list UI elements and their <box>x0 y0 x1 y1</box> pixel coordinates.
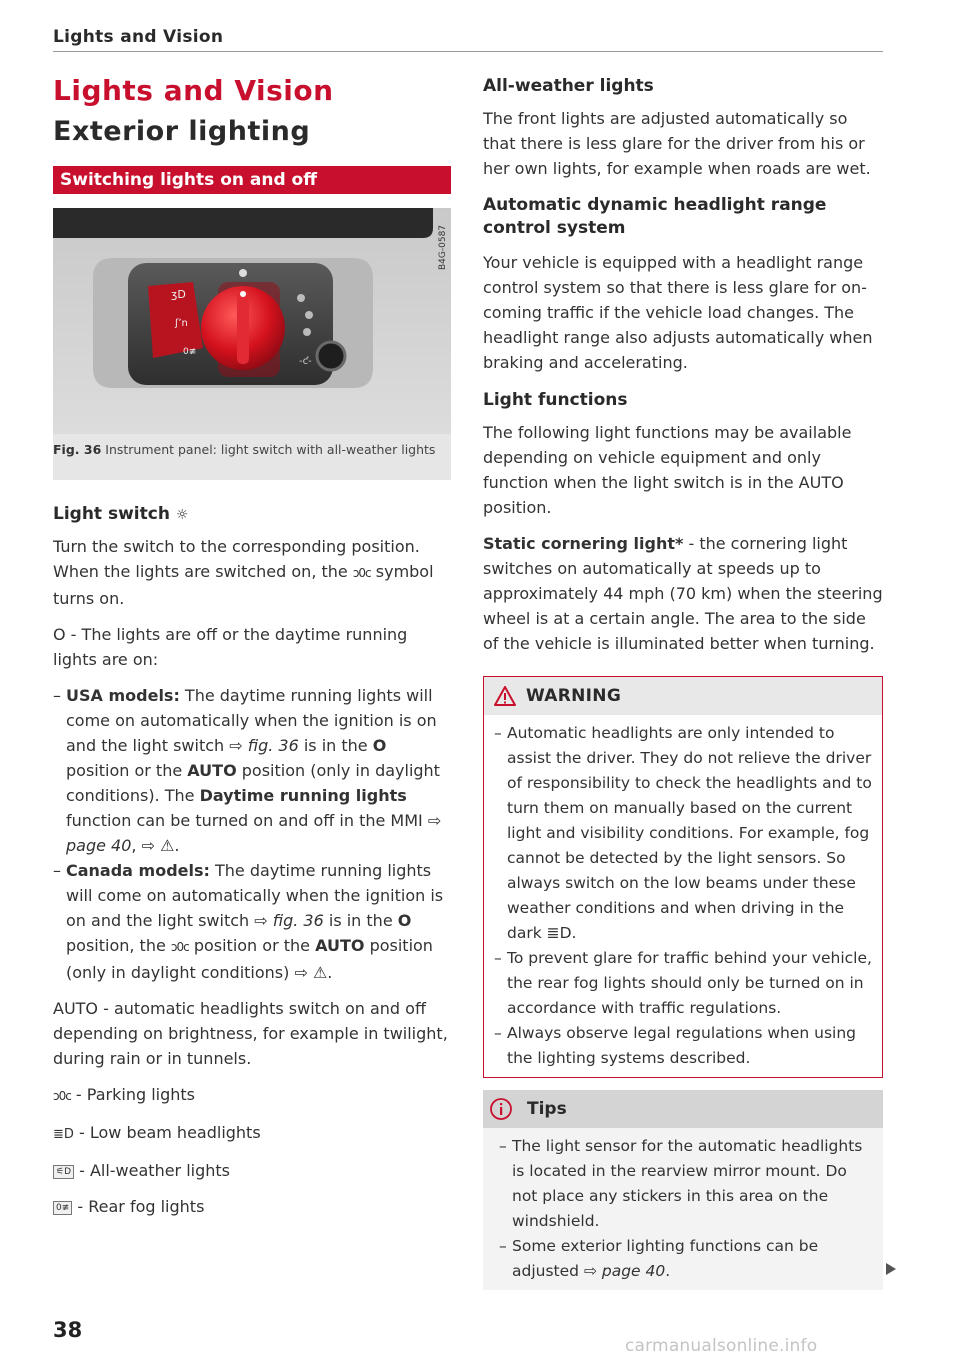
subsection-bar: Switching lights on and off <box>53 166 451 194</box>
warning-box <box>483 676 883 1078</box>
svg-text:0≢: 0≢ <box>183 347 197 357</box>
parking-light-icon-3: ᴐ0ᴄ <box>53 1089 71 1103</box>
cornering-label: Static cornering light* <box>483 534 684 553</box>
legend-low-beam-text: - Low beam headlights <box>73 1123 261 1142</box>
canada-text-1: The daytime running lights will come on automatically when the ignition is on and the light switch <box>66 861 444 930</box>
legend-rear-fog-text: - Rear fog lights <box>72 1197 205 1216</box>
tip-item-text-b: . <box>665 1262 671 1280</box>
sun-icon: ☼ <box>175 507 189 523</box>
usa-text-5: function can be turned on and off in the MMI <box>66 811 428 830</box>
all-weather-icon: ⚟D <box>53 1165 74 1179</box>
light-switch-heading-text: Light switch <box>53 504 170 524</box>
tips-title: Tips <box>527 1099 567 1119</box>
tip-item: – The light sensor for the automatic headlights is located in the rearview mirror mount. Do not place any stickers in this area on the windshield. <box>499 1134 873 1234</box>
range-control-heading: Automatic dynamic headlight range control system <box>483 195 827 238</box>
switch-instructions <box>53 534 451 611</box>
light-functions-text: The following light functions may be available depending on vehicle equipment and only function when the light switch is in the AUTO position. <box>483 423 852 517</box>
tip-item-text: The light sensor for the automatic headlights is located in the rearview mirror mount. Do not place any stickers in this area on the windshield. <box>512 1137 863 1230</box>
next-page-arrow-icon[interactable] <box>886 1263 896 1275</box>
legend-parking-text: - Parking lights <box>70 1085 195 1104</box>
watermark: carmanualsonline.info <box>625 1336 818 1356</box>
usa-text-4: position (only in daylight conditions). The <box>66 761 440 805</box>
cornering-light-text <box>483 531 883 656</box>
chapter-title: Lights and Vision <box>53 74 334 107</box>
warning-body <box>484 715 882 1077</box>
legend-all-weather <box>53 1158 451 1183</box>
figure-code: B4G-0587 <box>438 224 448 270</box>
canada-o: O <box>397 911 412 930</box>
figure-caption-text: Instrument panel: light switch with all-weather lights <box>101 442 436 457</box>
usa-auto: AUTO <box>187 761 237 780</box>
page-40-link-2[interactable]: ⇨ page 40 <box>583 1262 666 1280</box>
figure-36 <box>53 208 451 480</box>
switch-text-a: Turn the switch to the corresponding position. When the lights are switched on, the <box>53 537 420 581</box>
parking-light-icon: ᴐ0ᴄ <box>352 566 371 580</box>
rear-fog-icon: 0≢ <box>53 1201 72 1215</box>
usa-text-2: is in the <box>298 736 373 755</box>
tips-body <box>483 1128 883 1290</box>
canada-text-3: position, the <box>66 936 171 955</box>
canada-text-4: position or the <box>188 936 316 955</box>
warning-header <box>484 677 882 715</box>
left-column <box>53 72 451 1219</box>
warning-item-text: To prevent glare for traffic behind your vehicle, the rear fog lights should only be turned on in accordance with traffic regulations. <box>507 949 872 1017</box>
auto-description: AUTO - automatic headlights switch on and off depending on brightness, for example in twilight, during rain or in tunnels. <box>53 999 448 1068</box>
right-column <box>483 76 883 1290</box>
tip-item: – Some exterior lighting functions can be adjusted ⇨ page 40. <box>499 1237 819 1280</box>
info-icon <box>489 1097 513 1121</box>
tips-header <box>483 1090 883 1128</box>
all-weather-text: The front lights are adjusted automatically so that there is less glare for the driver from his or her own lights, for example when roads are wet. <box>483 109 871 178</box>
warning-item-text: Always observe legal regulations when using the lighting systems described. <box>507 1024 856 1067</box>
page-number: 38 <box>53 1318 83 1342</box>
canada-label: Canada models: <box>66 861 210 880</box>
fig-36-link[interactable]: ⇨ fig. 36 <box>229 736 299 755</box>
tip-item-text-a: Some exterior lighting functions can be adjusted <box>512 1237 819 1280</box>
svg-text:-ƈ-: -ƈ- <box>299 356 312 367</box>
running-header: Lights and Vision <box>53 27 224 47</box>
section-title: Exterior lighting <box>53 116 311 147</box>
svg-text:ʃʼn: ʃʼn <box>175 318 188 329</box>
svg-text:ʒD: ʒD <box>171 288 186 301</box>
legend-parking <box>53 1082 451 1109</box>
position-o-text: O - The lights are off or the daytime running lights are on: <box>53 625 408 669</box>
legend-rear-fog <box>53 1194 451 1219</box>
parking-light-icon-2: ᴐ0ᴄ <box>170 940 189 954</box>
tips-box <box>483 1090 883 1290</box>
legend-low-beam <box>53 1120 451 1147</box>
usa-drl: Daytime running lights <box>199 786 407 805</box>
usa-o: O <box>372 736 387 755</box>
usa-text-1: The daytime running lights will come on automatically when the ignition is on and the light switch <box>66 686 437 755</box>
figure-caption <box>53 434 451 460</box>
header-divider <box>53 51 883 52</box>
light-functions-heading: Light functions <box>483 390 628 410</box>
canada-models-item: – Canada models: The daytime running lights will come on automatically when the ignition is on and the light switch ⇨ fig. 36 is in the O position, the ᴐ0ᴄ position or the AUTO position (only in daylight conditions) ⇨ ⚠. <box>53 861 444 982</box>
all-weather-heading: All-weather lights <box>483 76 654 96</box>
warning-title: WARNING <box>526 686 622 706</box>
fig-36-link-2[interactable]: ⇨ fig. 36 <box>254 911 324 930</box>
low-beam-icon: ≣D <box>53 1127 74 1142</box>
switch-text-b: symbol turns on. <box>53 562 434 608</box>
usa-text-3: position or the <box>66 761 188 780</box>
usa-text-6: , ⇨ ⚠. <box>131 836 180 855</box>
warning-item: – To prevent glare for traffic behind your vehicle, the rear fog lights should only be turned on in accordance with traffic regulations. <box>494 946 872 1021</box>
usa-models-item: – USA models: The daytime running lights will come on automatically when the ignition is on and the light switch ⇨ fig. 36 is in the O position or the AUTO position (only in daylight conditions). The Daytime running lights function can be turned on and off in the MMI ⇨ page 40, ⇨ ⚠. <box>53 686 442 855</box>
figure-label: Fig. 36 <box>53 442 102 457</box>
canada-auto: AUTO <box>315 936 365 955</box>
canada-text-2: is in the <box>323 911 398 930</box>
range-control-text: Your vehicle is equipped with a headlight range control system so that there is less glare for on-coming traffic if the vehicle load changes. The headlight range also adjusts automatically when braking and accelerating. <box>483 253 873 372</box>
cornering-body: - the cornering light switches on automatically at speeds up to approximately 44 mph (70 km) when the steering wheel is at a certain angle. The area to the side of the vehicle is illuminated better when turning. <box>483 534 883 653</box>
canada-text-5: position (only in daylight conditions) ⇨ ⚠. <box>66 936 433 982</box>
page-40-link[interactable]: ⇨ page 40 <box>66 811 442 855</box>
light-switch-photo <box>53 208 451 434</box>
warning-item: – Always observe legal regulations when using the lighting systems described. <box>494 1021 872 1071</box>
warning-item-text: Automatic headlights are only intended to assist the driver. They do not relieve the driver of responsibility to check the headlights and to turn them on manually based on the current light and visibility conditions. For example, fog cannot be detected by the light sensors. So always switch on the low beams under these weather conditions and when driving in the dark ≣D. <box>507 724 872 942</box>
usa-label: USA models: <box>66 686 180 705</box>
legend-all-weather-text: - All-weather lights <box>74 1161 231 1180</box>
light-switch-heading <box>53 504 451 524</box>
warning-icon <box>494 686 516 706</box>
warning-item: – Automatic headlights are only intended to assist the driver. They do not relieve the driver of responsibility to check the headlights and to turn them on manually based on the current light and visibility conditions. For example, fog cannot be detected by the light sensors. So always switch on the low beams under these weather conditions and when driving in the dark ≣D. <box>494 721 872 946</box>
